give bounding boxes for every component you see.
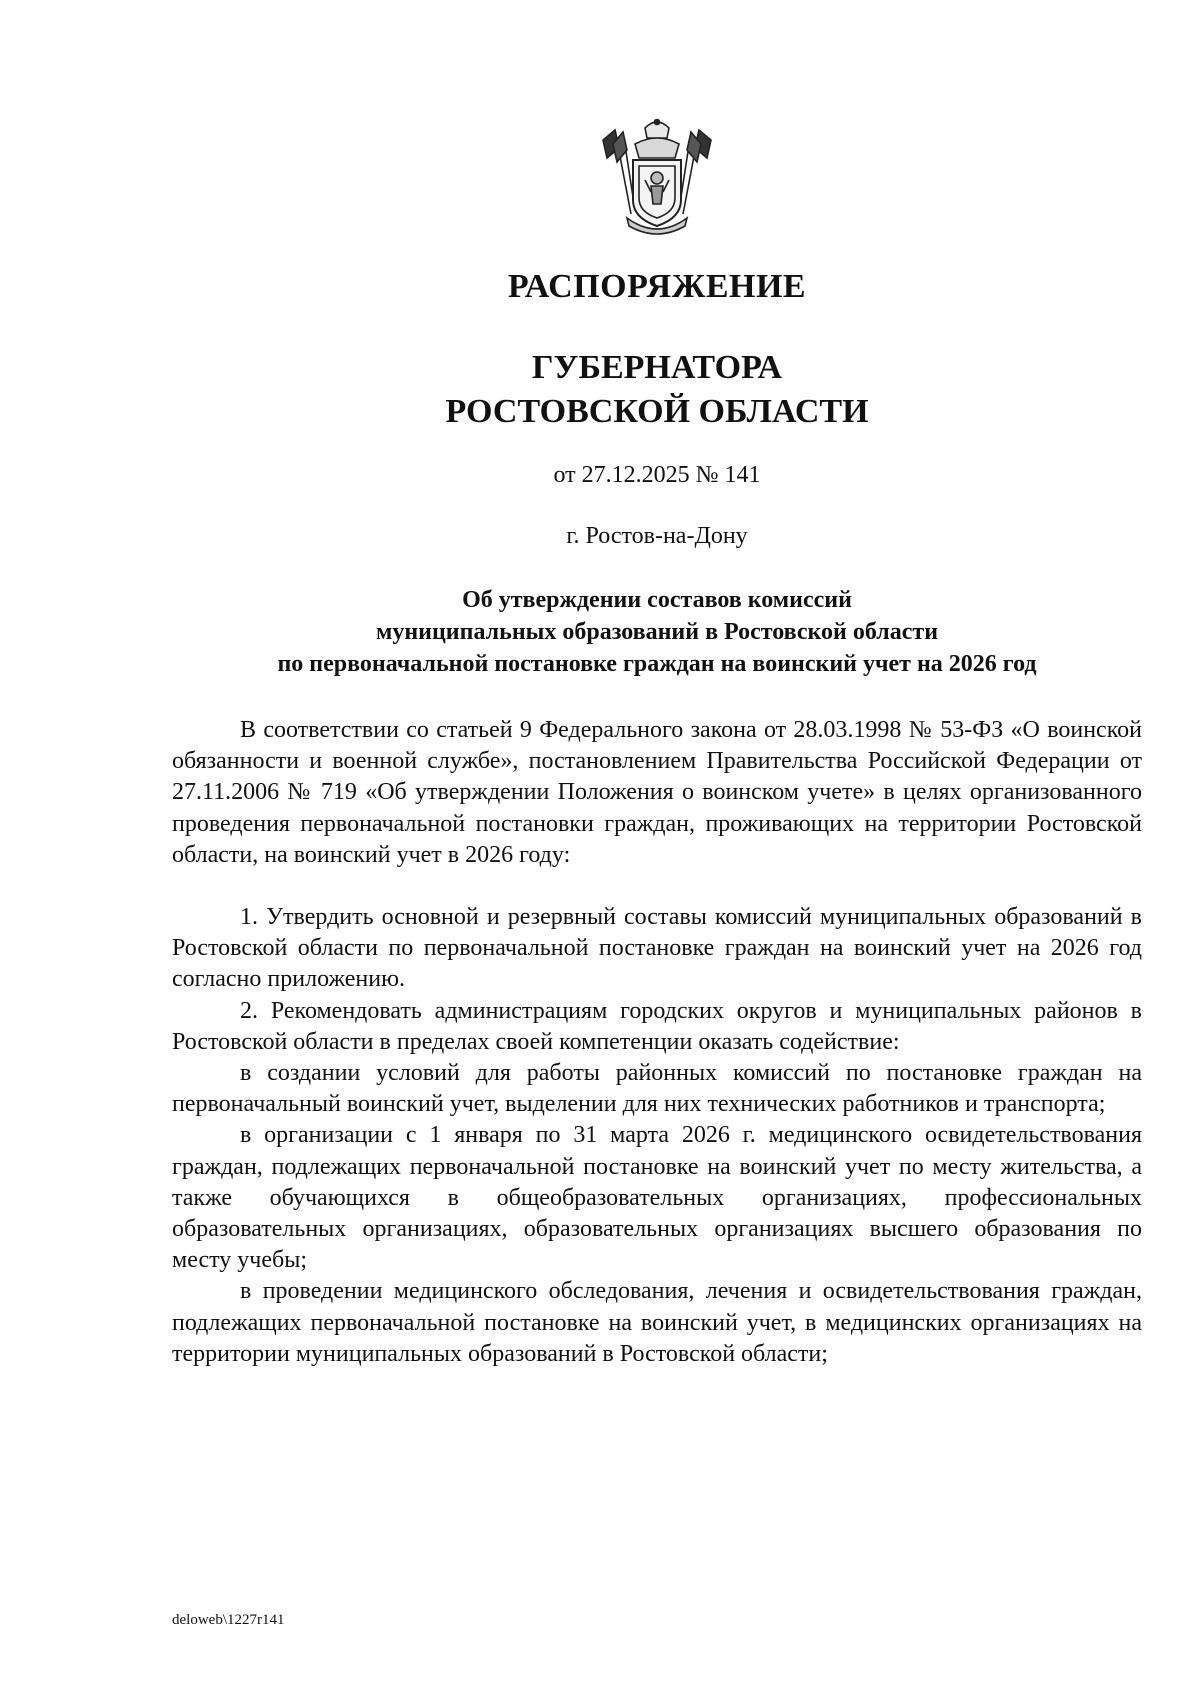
preamble-paragraph: В соответствии со статьей 9 Федерального закона от 28.03.1998 № 53-ФЗ «О воинской обязанности и военной службе», постановлением Правительства Российской Федерации от 27.11.2006 № 719 «Об утверждении Положения о воинском учете» в целях организованного проведения первоначальной постановки граждан, проживающих на территории Ростовской области, на воинский учет в 2026 году: (172, 717, 1142, 868)
coat-of-arms-icon (597, 118, 717, 240)
document-type-heading: РАСПОРЯЖЕНИЕ (507, 268, 807, 305)
clause-paragraph: 1. Утвердить основной и резервный составы комиссий муниципальных образований в Ростовской области по первоначальной постановке граждан на воинский учет на 2026 год согласно приложению. (172, 904, 1142, 993)
document-subject (0, 584, 1200, 680)
document-date-number: от 27.12.2025 № 141 (553, 462, 761, 488)
subclause-paragraph: в организации с 1 января по 31 марта 2026 г. медицинского освидетельствования граждан, подлежащих первоначальной постановке на воинский учет по месту жительства, а также обучающихся в общеобразовательных организациях, профессиональных образовательных организациях, образовательных организациях высшего образования по месту учебы; (172, 1122, 1142, 1274)
document-footer-code: deloweb\1227r141 (172, 1612, 285, 1628)
issuing-authority-heading (0, 346, 1200, 434)
subject-line: муниципальных образований в Ростовской области (375, 619, 939, 645)
document-city: г. Ростов-на-Дону (566, 523, 748, 549)
authority-line: ГУБЕРНАТОРА (531, 349, 783, 386)
document-body (172, 715, 1142, 1370)
subject-line: Об утверждении составов комиссий (462, 587, 852, 613)
authority-line: РОСТОВСКОЙ ОБЛАСТИ (445, 393, 869, 430)
subject-line: по первоначальной постановке граждан на воинский учет на 2026 год (277, 651, 1037, 677)
subclause-paragraph: в создании условий для работы районных комиссий по постановке граждан на первоначальный воинский учет, выделении для них технических работников и транспорта; (172, 1060, 1142, 1118)
clause-paragraph: 2. Рекомендовать администрациям городских округов и муниципальных районов в Ростовской области в пределах своей компетенции оказать содействие: (172, 997, 1142, 1055)
subclause-paragraph: в проведении медицинского обследования, лечения и освидетельствования граждан, подлежащих первоначальной постановке на воинский учет, в медицинских организациях на территории муниципальных образований в Ростовской области; (172, 1278, 1142, 1367)
